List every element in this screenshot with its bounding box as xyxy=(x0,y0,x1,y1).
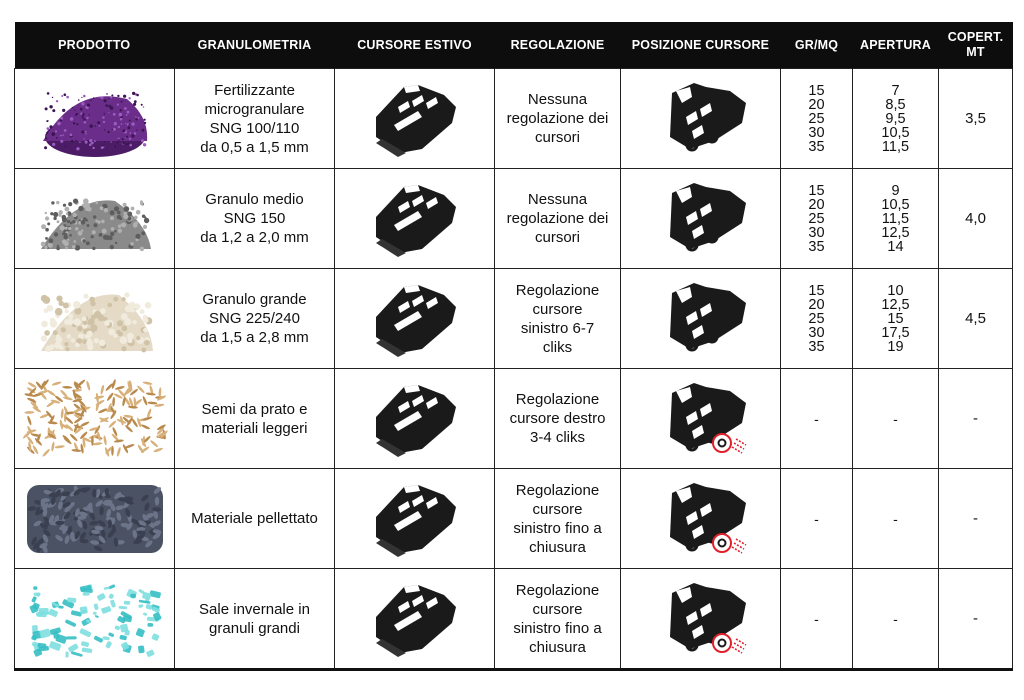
gr-mq-values xyxy=(781,412,852,426)
apertura-value: 12,5 xyxy=(881,296,910,313)
regolazione-line: sinistro fino a xyxy=(513,619,602,637)
apertura-value: 10 xyxy=(887,282,904,299)
regolazione-text xyxy=(495,481,620,557)
header-copertura xyxy=(939,22,1013,69)
apertura-values xyxy=(853,412,938,426)
product-image-cell xyxy=(15,69,175,169)
posizione-cursore-cell xyxy=(621,469,781,569)
apertura-value: 19 xyxy=(887,338,904,355)
apertura-values xyxy=(853,284,938,354)
granulometria-line: materiali leggeri xyxy=(201,419,308,437)
table-row xyxy=(15,569,1013,670)
apertura-value: 11,5 xyxy=(881,210,910,227)
copertura-value: - xyxy=(973,609,978,627)
teal-winter-salt-image xyxy=(15,571,174,667)
gr-mq-value: 25 xyxy=(808,110,825,127)
shutter-position-adjust-icon xyxy=(621,377,780,461)
apertura-values xyxy=(853,184,938,254)
gr-mq-cell xyxy=(781,469,853,569)
gr-mq-value: 20 xyxy=(808,196,825,213)
header-copertura-line1: COPERT. xyxy=(947,30,1004,44)
granulometria-line: da 1,2 a 2,0 mm xyxy=(200,229,309,246)
copertura-value: 3,5 xyxy=(965,109,986,127)
apertura-value: 12,5 xyxy=(881,224,910,241)
summer-shutter-icon xyxy=(335,377,494,461)
summer-shutter-icon xyxy=(335,277,494,361)
granulometria-text xyxy=(175,190,334,247)
cursore-estivo-cell xyxy=(335,69,495,169)
regolazione-line: cursori xyxy=(534,229,580,246)
gr-mq-cell xyxy=(781,569,853,670)
gr-mq-value: 20 xyxy=(808,296,825,313)
apertura-cell xyxy=(853,469,939,569)
gr-mq-value: - xyxy=(814,610,819,627)
header-cursore-estivo: CURSORE ESTIVO xyxy=(335,22,495,69)
gr-mq-value: 30 xyxy=(808,224,825,241)
header-posizione-cursore: POSIZIONE CURSORE xyxy=(621,22,781,69)
apertura-value: 9 xyxy=(891,182,900,199)
shutter-position-icon xyxy=(621,277,780,361)
beige-large-granules-image xyxy=(15,271,174,367)
regolazione-line: cursore xyxy=(532,500,583,518)
gr-mq-values xyxy=(781,284,852,354)
shutter-position-icon xyxy=(621,77,780,161)
apertura-values xyxy=(853,84,938,154)
copertura-value: - xyxy=(973,509,978,527)
posizione-cursore-cell xyxy=(621,569,781,670)
copertura-value: - xyxy=(973,409,978,427)
regolazione-line: regolazione dei xyxy=(506,110,609,127)
shutter-position-adjust-icon xyxy=(621,577,780,661)
copertura-value: 4,5 xyxy=(965,309,986,327)
posizione-cursore-cell xyxy=(621,269,781,369)
granulometria-line: microgranulare xyxy=(204,100,305,118)
apertura-value: - xyxy=(893,510,898,527)
cursore-estivo-cell xyxy=(335,569,495,670)
header-gr-mq: GR/MQ xyxy=(781,22,853,69)
apertura-values xyxy=(853,612,938,626)
gr-mq-value: - xyxy=(814,410,819,427)
regolazione-text xyxy=(495,190,620,247)
copertura-cell xyxy=(939,469,1013,569)
regolazione-line: sinistro fino a xyxy=(513,519,602,537)
gr-mq-values xyxy=(781,612,852,626)
copertura-cell xyxy=(939,69,1013,169)
gr-mq-cell xyxy=(781,369,853,469)
regolazione-cell xyxy=(495,269,621,369)
regolazione-cell xyxy=(495,569,621,670)
product-image-cell xyxy=(15,269,175,369)
granulometria-cell xyxy=(175,569,335,670)
granulometria-cell xyxy=(175,69,335,169)
product-image-cell xyxy=(15,369,175,469)
granulometria-text xyxy=(175,600,334,638)
granulometria-line: da 1,5 a 2,8 mm xyxy=(200,329,309,346)
copertura-value: 4,0 xyxy=(965,209,986,227)
gr-mq-value: - xyxy=(814,510,819,527)
table-row xyxy=(15,69,1013,169)
shutter-position-icon xyxy=(621,177,780,261)
granulometria-line: SNG 225/240 xyxy=(209,310,300,327)
granulometria-line: Fertilizzante xyxy=(214,81,295,99)
regolazione-cell xyxy=(495,69,621,169)
apertura-value: 7 xyxy=(891,82,900,99)
table-row xyxy=(15,469,1013,569)
header-apertura: APERTURA xyxy=(853,22,939,69)
gr-mq-cell xyxy=(781,269,853,369)
apertura-value: 11,5 xyxy=(881,138,910,155)
gr-mq-value: 25 xyxy=(808,310,825,327)
table-row xyxy=(15,369,1013,469)
regolazione-cell xyxy=(495,369,621,469)
regolazione-line: regolazione dei xyxy=(506,210,609,227)
apertura-value: - xyxy=(893,410,898,427)
regolazione-line: chiusura xyxy=(529,538,586,556)
regolazione-line: cursore destro xyxy=(509,410,606,427)
regolazione-line: Nessuna xyxy=(527,191,588,208)
granulometria-line: Semi da prato e xyxy=(201,400,308,418)
granulometria-cell xyxy=(175,469,335,569)
gr-mq-values xyxy=(781,184,852,254)
cursore-estivo-cell xyxy=(335,369,495,469)
apertura-value: 10,5 xyxy=(881,124,910,141)
regolazione-cell xyxy=(495,169,621,269)
summer-shutter-icon xyxy=(335,77,494,161)
apertura-value: 15 xyxy=(887,310,904,327)
apertura-value: 14 xyxy=(887,238,904,255)
posizione-cursore-cell xyxy=(621,169,781,269)
gr-mq-value: 20 xyxy=(808,96,825,113)
granulometria-text xyxy=(175,400,334,438)
summer-shutter-icon xyxy=(335,177,494,261)
dark-pellets-image xyxy=(15,471,174,567)
apertura-value: 17,5 xyxy=(881,324,910,341)
product-image-cell xyxy=(15,569,175,670)
cursore-estivo-cell xyxy=(335,169,495,269)
granulometria-line: Granulo medio xyxy=(205,191,304,208)
apertura-cell xyxy=(853,369,939,469)
grey-medium-granules-image xyxy=(15,171,174,267)
cursore-estivo-cell xyxy=(335,469,495,569)
granulometria-cell xyxy=(175,269,335,369)
apertura-value: 9,5 xyxy=(885,110,906,127)
grass-seeds-image xyxy=(15,371,174,467)
regolazione-text xyxy=(495,390,620,447)
copertura-cell xyxy=(939,369,1013,469)
spreader-settings-table xyxy=(14,22,1013,671)
gr-mq-values xyxy=(781,84,852,154)
shutter-position-adjust-icon xyxy=(621,477,780,561)
granulometria-text xyxy=(175,509,334,528)
granulometria-line: Sale invernale in xyxy=(199,600,310,618)
gr-mq-value: 35 xyxy=(808,338,825,355)
table-row xyxy=(15,169,1013,269)
table-row xyxy=(15,269,1013,369)
regolazione-text xyxy=(495,281,620,357)
granulometria-line: Materiale pellettato xyxy=(191,510,318,527)
regolazione-line: sinistro 6-7 xyxy=(520,319,595,337)
gr-mq-value: 35 xyxy=(808,238,825,255)
apertura-value: - xyxy=(893,610,898,627)
granulometria-text xyxy=(175,81,334,157)
regolazione-line: Regolazione xyxy=(515,481,600,499)
regolazione-line: cursore xyxy=(532,300,583,318)
regolazione-line: cursori xyxy=(534,129,580,146)
table-header-row xyxy=(15,22,1013,69)
regolazione-line: Regolazione xyxy=(515,281,600,299)
regolazione-line: Nessuna xyxy=(527,91,588,108)
gr-mq-cell xyxy=(781,69,853,169)
apertura-values xyxy=(853,512,938,526)
posizione-cursore-cell xyxy=(621,369,781,469)
apertura-cell xyxy=(853,169,939,269)
gr-mq-value: 30 xyxy=(808,324,825,341)
settings-table-frame xyxy=(14,22,1012,672)
granulometria-line: granuli grandi xyxy=(209,619,300,637)
posizione-cursore-cell xyxy=(621,69,781,169)
regolazione-text xyxy=(495,90,620,147)
regolazione-line: cursore xyxy=(532,600,583,618)
summer-shutter-icon xyxy=(335,477,494,561)
copertura-cell xyxy=(939,269,1013,369)
header-granulometria: GRANULOMETRIA xyxy=(175,22,335,69)
regolazione-line: Regolazione xyxy=(515,391,600,408)
gr-mq-value: 15 xyxy=(808,282,825,299)
regolazione-cell xyxy=(495,469,621,569)
table-body xyxy=(15,69,1013,670)
summer-shutter-icon xyxy=(335,577,494,661)
gr-mq-values xyxy=(781,512,852,526)
gr-mq-value: 30 xyxy=(808,124,825,141)
granulometria-text xyxy=(175,290,334,347)
product-image-cell xyxy=(15,169,175,269)
granulometria-line: Granulo grande xyxy=(202,291,307,308)
regolazione-line: 3-4 cliks xyxy=(529,429,585,446)
gr-mq-cell xyxy=(781,169,853,269)
granulometria-cell xyxy=(175,369,335,469)
product-image-cell xyxy=(15,469,175,569)
apertura-cell xyxy=(853,69,939,169)
granulometria-cell xyxy=(175,169,335,269)
regolazione-line: chiusura xyxy=(529,638,586,656)
apertura-cell xyxy=(853,269,939,369)
regolazione-line: cliks xyxy=(542,338,573,356)
gr-mq-value: 15 xyxy=(808,82,825,99)
gr-mq-value: 15 xyxy=(808,182,825,199)
cursore-estivo-cell xyxy=(335,269,495,369)
copertura-cell xyxy=(939,169,1013,269)
purple-microgranules-image xyxy=(15,71,174,167)
granulometria-line: da 0,5 a 1,5 mm xyxy=(200,138,309,156)
header-prodotto: PRODOTTO xyxy=(15,22,175,69)
gr-mq-value: 25 xyxy=(808,210,825,227)
regolazione-line: Regolazione xyxy=(515,581,600,599)
granulometria-line: SNG 100/110 xyxy=(209,119,300,137)
copertura-cell xyxy=(939,569,1013,670)
header-regolazione: REGOLAZIONE xyxy=(495,22,621,69)
apertura-value: 10,5 xyxy=(881,196,910,213)
header-copertura-line2: MT xyxy=(966,45,985,59)
apertura-value: 8,5 xyxy=(885,96,906,113)
regolazione-text xyxy=(495,581,620,657)
gr-mq-value: 35 xyxy=(808,138,825,155)
granulometria-line: SNG 150 xyxy=(223,210,286,227)
apertura-cell xyxy=(853,569,939,670)
